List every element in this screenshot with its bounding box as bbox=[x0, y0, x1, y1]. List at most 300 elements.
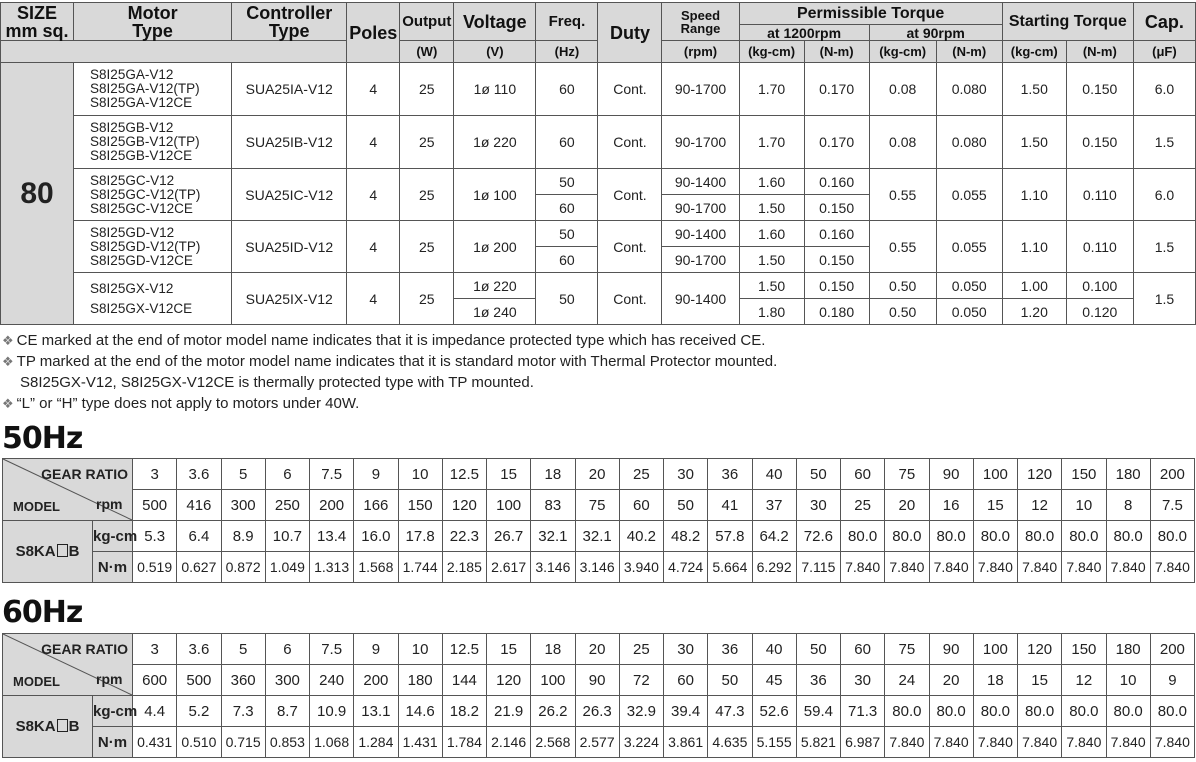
t1200-nm-cell: 0.160 bbox=[804, 221, 869, 247]
cap-cell: 1.5 bbox=[1133, 273, 1195, 325]
kgcm-cell: 40.2 bbox=[619, 521, 663, 552]
kgcm-cell: 22.3 bbox=[442, 521, 486, 552]
rpm-cell: 37 bbox=[752, 490, 796, 521]
note-ce: ❖ CE marked at the end of motor model name indicates that it is impedance protected type which has received CE. bbox=[2, 332, 766, 349]
at-1200rpm-header: at 1200rpm bbox=[739, 25, 869, 41]
cap-cell: 1.5 bbox=[1133, 221, 1195, 273]
controller-cell: SUA25IA-V12 bbox=[232, 63, 347, 116]
st-nm-cell: 0.120 bbox=[1066, 299, 1133, 325]
gear-ratio-cell: 180 bbox=[1106, 634, 1150, 665]
controller-cell: SUA25ID-V12 bbox=[232, 221, 347, 273]
nm-cell: 6.292 bbox=[752, 552, 796, 583]
kgcm-cell: 48.2 bbox=[664, 521, 708, 552]
nm-cell: 7.840 bbox=[929, 552, 973, 583]
freq-unit: (Hz) bbox=[536, 41, 598, 63]
voltage-cell: 1ø 220 bbox=[454, 116, 536, 169]
note-gx: S8I25GX-V12, S8I25GX-V12CE is thermally protected type with TP mounted. bbox=[20, 374, 534, 391]
rpm-label: rpm bbox=[96, 496, 123, 512]
motor-model-name: S8I25GA-V12(TP) bbox=[90, 81, 200, 96]
kgcm-cell: 64.2 bbox=[752, 521, 796, 552]
gear-ratio-cell: 40 bbox=[752, 634, 796, 665]
start-nm-cell: 0.150 bbox=[1066, 63, 1133, 116]
kgcm-cell: 80.0 bbox=[929, 521, 973, 552]
kgcm-cell: 80.0 bbox=[1106, 696, 1150, 727]
title-60hz: 60Hz bbox=[2, 595, 83, 630]
rpm-cell: 250 bbox=[265, 490, 309, 521]
output-cell: 25 bbox=[400, 273, 454, 325]
rpm-cell: 8 bbox=[1106, 490, 1150, 521]
motor-model-name: S8I25GA-V12CE bbox=[90, 95, 193, 110]
gear-ratio-cell: 10 bbox=[398, 459, 442, 490]
freq-cell: 50 bbox=[536, 273, 598, 325]
rpm-cell: 100 bbox=[487, 490, 531, 521]
rpm-cell: 120 bbox=[442, 490, 486, 521]
kgcm-cell: 80.0 bbox=[929, 696, 973, 727]
voltage-header: Voltage bbox=[454, 3, 536, 41]
gear-ratio-cell: 60 bbox=[841, 459, 885, 490]
st-kg-cell: 1.00 bbox=[1002, 273, 1066, 299]
freq-cell: 60 bbox=[536, 116, 598, 169]
rpm-cell: 9 bbox=[1150, 665, 1194, 696]
kgcm-cell: 26.3 bbox=[575, 696, 619, 727]
t1200-kgcm-cell: 1.50 bbox=[739, 247, 804, 273]
start-nm-cell: 0.110 bbox=[1066, 221, 1133, 273]
gear-ratio-cell: 5 bbox=[221, 459, 265, 490]
t1200-kgcm-cell: 1.70 bbox=[739, 116, 804, 169]
motor-model-name: S8I25GB-V12 bbox=[90, 120, 174, 135]
rpm-cell: 500 bbox=[133, 490, 177, 521]
gear-ratio-cell: 18 bbox=[531, 459, 575, 490]
gear-ratio-cell: 3 bbox=[133, 634, 177, 665]
kgcm-cell: 57.8 bbox=[708, 521, 752, 552]
nm-cell: 1.431 bbox=[398, 727, 442, 758]
rpm-cell: 166 bbox=[354, 490, 398, 521]
kgcm-cell: 80.0 bbox=[1150, 521, 1194, 552]
nm-cell: 3.940 bbox=[619, 552, 663, 583]
t90-kg-cell: 0.50 bbox=[869, 273, 936, 299]
rpm-cell: 30 bbox=[796, 490, 840, 521]
start-nm-cell: 0.150 bbox=[1066, 116, 1133, 169]
nm-cell: 7.840 bbox=[1062, 552, 1106, 583]
rpm-cell: 90 bbox=[575, 665, 619, 696]
nm-cell: 7.840 bbox=[1106, 727, 1150, 758]
kgcm-cell: 39.4 bbox=[664, 696, 708, 727]
duty-cell: Cont. bbox=[598, 116, 662, 169]
motor-model-name: S8I25GB-V12(TP) bbox=[90, 134, 200, 149]
rpm-cell: 36 bbox=[796, 665, 840, 696]
model-label: MODEL bbox=[13, 499, 60, 514]
voltage-cell: 1ø 100 bbox=[454, 169, 536, 221]
kgcm-cell: 80.0 bbox=[1106, 521, 1150, 552]
nm-cell: 0.627 bbox=[177, 552, 221, 583]
freq-cell: 50 bbox=[536, 221, 598, 247]
gearhead-model-cell bbox=[3, 696, 93, 758]
kgcm-cell: 8.9 bbox=[221, 521, 265, 552]
rpm-label: rpm bbox=[96, 671, 123, 687]
t1200-nm-cell: 0.150 bbox=[804, 195, 869, 221]
kgcm-cell: 80.0 bbox=[1062, 521, 1106, 552]
nm-cell: 2.577 bbox=[575, 727, 619, 758]
gear-ratio-cell: 9 bbox=[354, 634, 398, 665]
rpm-cell: 416 bbox=[177, 490, 221, 521]
controller-cell: SUA25IB-V12 bbox=[232, 116, 347, 169]
gearhead-model-cell bbox=[3, 521, 93, 583]
nm-cell: 7.840 bbox=[973, 727, 1017, 758]
nm-cell: 3.146 bbox=[531, 552, 575, 583]
t1200-nm-cell: 0.170 bbox=[804, 63, 869, 116]
gear-ratio-cell: 120 bbox=[1018, 459, 1062, 490]
rpm-row bbox=[3, 490, 1195, 521]
t1200-nm-cell: 0.150 bbox=[804, 273, 869, 299]
t90-nm-unit: (N-m) bbox=[936, 41, 1002, 63]
poles-cell: 4 bbox=[347, 116, 400, 169]
kgcm-cell: 7.3 bbox=[221, 696, 265, 727]
gear-table-60hz bbox=[2, 633, 1195, 758]
speed-cell: 90-1400 bbox=[662, 273, 739, 325]
kgcm-cell: 80.0 bbox=[1062, 696, 1106, 727]
kgcm-row bbox=[3, 696, 1195, 727]
kgcm-cell: 80.0 bbox=[1018, 521, 1062, 552]
rpm-cell: 60 bbox=[619, 490, 663, 521]
kgcm-cell: 14.6 bbox=[398, 696, 442, 727]
gear-ratio-cell: 75 bbox=[885, 459, 929, 490]
spec-row bbox=[1, 169, 1196, 195]
gear-ratio-cell: 20 bbox=[575, 459, 619, 490]
duty-cell: Cont. bbox=[598, 169, 662, 221]
nm-row bbox=[3, 552, 1195, 583]
nm-cell: 7.840 bbox=[1106, 552, 1150, 583]
speed-cell: 90-1700 bbox=[662, 116, 739, 169]
gear-ratio-cell: 18 bbox=[531, 634, 575, 665]
motor-type-cell bbox=[74, 273, 232, 325]
rpm-cell: 10 bbox=[1106, 665, 1150, 696]
kgcm-cell: 13.4 bbox=[310, 521, 354, 552]
nm-cell: 7.840 bbox=[885, 552, 929, 583]
gear-ratio-label: GEAR RATIO bbox=[41, 641, 128, 657]
gear-ratio-cell: 6 bbox=[265, 459, 309, 490]
motor-model-name: S8I25GX-V12CE bbox=[90, 300, 193, 316]
nm-cell: 0.872 bbox=[221, 552, 265, 583]
gearhead-model-suffix: B bbox=[68, 718, 80, 735]
motor-model-name: S8I25GC-V12(TP) bbox=[90, 186, 201, 202]
rpm-cell: 200 bbox=[354, 665, 398, 696]
rpm-cell: 30 bbox=[841, 665, 885, 696]
nm-cell: 0.519 bbox=[133, 552, 177, 583]
output-cell: 25 bbox=[400, 169, 454, 221]
rpm-cell: 12 bbox=[1018, 490, 1062, 521]
motor-model-name: S8I25GD-V12CE bbox=[90, 252, 193, 268]
gear-ratio-cell: 10 bbox=[398, 634, 442, 665]
nm-cell: 5.155 bbox=[752, 727, 796, 758]
gear-ratio-cell: 150 bbox=[1062, 634, 1106, 665]
gearhead-model-prefix: S8KA bbox=[15, 718, 56, 735]
rpm-cell: 180 bbox=[398, 665, 442, 696]
controller-type-header: Controller Type bbox=[232, 3, 347, 41]
motor-model-name: S8I25GD-V12 bbox=[90, 224, 175, 240]
rpm-cell: 25 bbox=[841, 490, 885, 521]
kgcm-cell: 59.4 bbox=[796, 696, 840, 727]
notes bbox=[2, 330, 777, 414]
motor-model-name: S8I25GC-V12 bbox=[90, 172, 175, 188]
t1200-nm-cell: 0.170 bbox=[804, 116, 869, 169]
t90-nm-cell: 0.080 bbox=[936, 63, 1002, 116]
voltage-unit: (V) bbox=[454, 41, 536, 63]
gear-ratio-cell: 3.6 bbox=[177, 459, 221, 490]
t90-kgcm-cell: 0.55 bbox=[869, 221, 936, 273]
start-nm-unit: (N-m) bbox=[1066, 41, 1133, 63]
rpm-cell: 45 bbox=[752, 665, 796, 696]
t1200-kg-cell: 1.50 bbox=[739, 273, 804, 299]
t90-kgcm-cell: 0.55 bbox=[869, 169, 936, 221]
gearhead-model-suffix: B bbox=[68, 543, 80, 560]
t1200-kgcm-cell: 1.60 bbox=[739, 169, 804, 195]
gear-ratio-row bbox=[3, 634, 1195, 665]
gear-ratio-cell: 200 bbox=[1150, 634, 1194, 665]
nm-cell: 7.840 bbox=[1150, 552, 1194, 583]
start-nm-cell: 0.110 bbox=[1066, 169, 1133, 221]
gear-ratio-cell: 7.5 bbox=[310, 634, 354, 665]
rpm-cell: 12 bbox=[1062, 665, 1106, 696]
nm-cell: 7.840 bbox=[841, 552, 885, 583]
gear-ratio-cell: 30 bbox=[664, 459, 708, 490]
nm-cell: 2.185 bbox=[442, 552, 486, 583]
gear-ratio-cell: 25 bbox=[619, 459, 663, 490]
t1200-nm-cell: 0.160 bbox=[804, 169, 869, 195]
kgcm-cell: 80.0 bbox=[885, 696, 929, 727]
gear-ratio-cell: 36 bbox=[708, 459, 752, 490]
nm-cell: 4.635 bbox=[708, 727, 752, 758]
gear-ratio-cell: 50 bbox=[796, 459, 840, 490]
kgcm-cell: 4.4 bbox=[133, 696, 177, 727]
gear-ratio-cell: 100 bbox=[973, 634, 1017, 665]
speed-cell: 90-1400 bbox=[662, 221, 739, 247]
header-spacer bbox=[1, 41, 347, 63]
kgcm-cell: 80.0 bbox=[973, 521, 1017, 552]
title-50hz: 50Hz bbox=[2, 421, 83, 456]
model-box-placeholder bbox=[57, 544, 68, 557]
nm-cell: 0.510 bbox=[177, 727, 221, 758]
kgcm-cell: 10.9 bbox=[310, 696, 354, 727]
kgcm-cell: 17.8 bbox=[398, 521, 442, 552]
gear-ratio-cell: 12.5 bbox=[442, 459, 486, 490]
speed-cell: 90-1400 bbox=[662, 169, 739, 195]
nm-cell: 7.115 bbox=[796, 552, 840, 583]
motor-model-name: S8I25GB-V12CE bbox=[90, 148, 193, 163]
gear-ratio-cell: 20 bbox=[575, 634, 619, 665]
rpm-cell: 200 bbox=[310, 490, 354, 521]
gear-ratio-cell: 12.5 bbox=[442, 634, 486, 665]
at-90rpm-header: at 90rpm bbox=[869, 25, 1002, 41]
motor-type-cell bbox=[74, 63, 232, 116]
cap-cell: 6.0 bbox=[1133, 63, 1195, 116]
motor-spec-table bbox=[0, 2, 1196, 325]
duty-cell: Cont. bbox=[598, 63, 662, 116]
kgcm-cell: 13.1 bbox=[354, 696, 398, 727]
gear-ratio-cell: 60 bbox=[841, 634, 885, 665]
nm-cell: 7.840 bbox=[973, 552, 1017, 583]
nm-cell: 2.568 bbox=[531, 727, 575, 758]
start-kgcm-cell: 1.10 bbox=[1002, 169, 1066, 221]
kgcm-cell: 47.3 bbox=[708, 696, 752, 727]
nm-cell: 4.724 bbox=[664, 552, 708, 583]
t90-nm-cell: 0.055 bbox=[936, 221, 1002, 273]
speed-cell: 90-1700 bbox=[662, 63, 739, 116]
gear-ratio-cell: 15 bbox=[487, 634, 531, 665]
gear-ratio-cell: 50 bbox=[796, 634, 840, 665]
gear-ratio-cell: 40 bbox=[752, 459, 796, 490]
spec-row bbox=[1, 116, 1196, 169]
rpm-cell: 600 bbox=[133, 665, 177, 696]
spec-row bbox=[1, 63, 1196, 116]
nm-cell: 1.784 bbox=[442, 727, 486, 758]
nm-cell: 7.840 bbox=[885, 727, 929, 758]
nm-cell: 1.068 bbox=[310, 727, 354, 758]
rpm-cell: 20 bbox=[929, 665, 973, 696]
t1200-nm-cell: 0.150 bbox=[804, 247, 869, 273]
cap-cell: 1.5 bbox=[1133, 116, 1195, 169]
kgcm-cell: 71.3 bbox=[841, 696, 885, 727]
rpm-cell: 120 bbox=[487, 665, 531, 696]
rpm-cell: 18 bbox=[973, 665, 1017, 696]
nm-cell: 5.821 bbox=[796, 727, 840, 758]
rpm-cell: 100 bbox=[531, 665, 575, 696]
gear-ratio-cell: 15 bbox=[487, 459, 531, 490]
nm-cell: 0.715 bbox=[221, 727, 265, 758]
gear-ratio-cell: 90 bbox=[929, 634, 973, 665]
spec-row bbox=[1, 273, 1196, 299]
rpm-cell: 500 bbox=[177, 665, 221, 696]
nm-label: N·m bbox=[93, 727, 133, 758]
permissible-torque-header: Permissible Torque bbox=[739, 3, 1002, 25]
st-kg-cell: 1.20 bbox=[1002, 299, 1066, 325]
poles-cell: 4 bbox=[347, 221, 400, 273]
kgcm-cell: 26.2 bbox=[531, 696, 575, 727]
kgcm-cell: 8.7 bbox=[265, 696, 309, 727]
kgcm-cell: 80.0 bbox=[841, 521, 885, 552]
nm-cell: 1.049 bbox=[265, 552, 309, 583]
gear-ratio-cell: 25 bbox=[619, 634, 663, 665]
gear-table-50hz bbox=[2, 458, 1195, 583]
note-lh: ❖ “L” or “H” type does not apply to motors under 40W. bbox=[2, 395, 360, 412]
cap-header: Cap. bbox=[1133, 3, 1195, 41]
rpm-cell: 7.5 bbox=[1150, 490, 1194, 521]
gear-ratio-row bbox=[3, 459, 1195, 490]
kgcm-row bbox=[3, 521, 1195, 552]
nm-cell: 7.840 bbox=[1018, 727, 1062, 758]
poles-cell: 4 bbox=[347, 273, 400, 325]
start-kgcm-unit: (kg-cm) bbox=[1002, 41, 1066, 63]
rpm-cell: 16 bbox=[929, 490, 973, 521]
rpm-cell: 20 bbox=[885, 490, 929, 521]
voltage-cell: 1ø 110 bbox=[454, 63, 536, 116]
gear-ratio-cell: 200 bbox=[1150, 459, 1194, 490]
gear-ratio-cell: 150 bbox=[1062, 459, 1106, 490]
output-cell: 25 bbox=[400, 221, 454, 273]
duty-cell: Cont. bbox=[598, 221, 662, 273]
nm-cell: 0.431 bbox=[133, 727, 177, 758]
rpm-cell: 300 bbox=[221, 490, 265, 521]
rpm-cell: 15 bbox=[1018, 665, 1062, 696]
poles-cell: 4 bbox=[347, 169, 400, 221]
t90-kgcm-cell: 0.08 bbox=[869, 116, 936, 169]
speed-cell: 90-1700 bbox=[662, 247, 739, 273]
rpm-cell: 300 bbox=[265, 665, 309, 696]
rpm-cell: 50 bbox=[664, 490, 708, 521]
nm-cell: 7.840 bbox=[1018, 552, 1062, 583]
t1200-kgcm-cell: 1.70 bbox=[739, 63, 804, 116]
nm-cell: 5.664 bbox=[708, 552, 752, 583]
controller-cell: SUA25IX-V12 bbox=[232, 273, 347, 325]
motor-model-name: S8I25GD-V12(TP) bbox=[90, 238, 201, 254]
motor-model-name: S8I25GC-V12CE bbox=[90, 200, 193, 216]
freq-cell: 50 bbox=[536, 169, 598, 195]
gear-ratio-cell: 5 bbox=[221, 634, 265, 665]
cap-cell: 6.0 bbox=[1133, 169, 1195, 221]
duty-cell: Cont. bbox=[598, 273, 662, 325]
rpm-cell: 24 bbox=[885, 665, 929, 696]
motor-model-name: S8I25GA-V12 bbox=[90, 67, 174, 82]
speed-range-header: Speed Range bbox=[662, 3, 739, 41]
freq-cell: 60 bbox=[536, 63, 598, 116]
t1200-kgcm-cell: 1.50 bbox=[739, 195, 804, 221]
kgcm-cell: 80.0 bbox=[885, 521, 929, 552]
t1200-nm-cell: 0.180 bbox=[804, 299, 869, 325]
rpm-cell: 72 bbox=[619, 665, 663, 696]
voltage-cell: 1ø 240 bbox=[454, 299, 536, 325]
controller-cell: SUA25IC-V12 bbox=[232, 169, 347, 221]
t90-kgcm-unit: (kg-cm) bbox=[869, 41, 936, 63]
output-header: Output bbox=[400, 3, 454, 41]
kgcm-cell: 32.1 bbox=[531, 521, 575, 552]
kgcm-cell: 16.0 bbox=[354, 521, 398, 552]
poles-header: Poles bbox=[347, 3, 400, 63]
nm-cell: 2.617 bbox=[487, 552, 531, 583]
t1200-kg-cell: 1.80 bbox=[739, 299, 804, 325]
gear-ratio-cell: 36 bbox=[708, 634, 752, 665]
kgcm-cell: 80.0 bbox=[1150, 696, 1194, 727]
rpm-cell: 83 bbox=[531, 490, 575, 521]
motor-type-cell bbox=[74, 221, 232, 273]
kgcm-cell: 10.7 bbox=[265, 521, 309, 552]
nm-cell: 7.840 bbox=[929, 727, 973, 758]
model-box-placeholder bbox=[57, 719, 68, 732]
nm-cell: 1.284 bbox=[354, 727, 398, 758]
kgcm-cell: 6.4 bbox=[177, 521, 221, 552]
speed-cell: 90-1700 bbox=[662, 195, 739, 221]
t90-nm-cell: 0.050 bbox=[936, 273, 1002, 299]
nm-cell: 3.146 bbox=[575, 552, 619, 583]
rpm-cell: 10 bbox=[1062, 490, 1106, 521]
motor-type-cell bbox=[74, 169, 232, 221]
kgcm-cell: 32.1 bbox=[575, 521, 619, 552]
freq-cell: 60 bbox=[536, 247, 598, 273]
gear-ratio-cell: 75 bbox=[885, 634, 929, 665]
gear-ratio-cell: 100 bbox=[973, 459, 1017, 490]
kgcm-cell: 5.3 bbox=[133, 521, 177, 552]
motor-model-name: S8I25GX-V12 bbox=[90, 280, 174, 296]
t90-nm-cell: 0.080 bbox=[936, 116, 1002, 169]
gear-ratio-cell: 9 bbox=[354, 459, 398, 490]
starting-torque-header: Starting Torque bbox=[1002, 3, 1133, 41]
rpm-cell: 360 bbox=[221, 665, 265, 696]
gear-ratio-cell: 3 bbox=[133, 459, 177, 490]
t90-nm-cell: 0.050 bbox=[936, 299, 1002, 325]
gear-ratio-label: GEAR RATIO bbox=[41, 466, 128, 482]
freq-cell: 60 bbox=[536, 195, 598, 221]
nm-cell: 1.568 bbox=[354, 552, 398, 583]
t90-kg-cell: 0.50 bbox=[869, 299, 936, 325]
t1200-kgcm-cell: 1.60 bbox=[739, 221, 804, 247]
